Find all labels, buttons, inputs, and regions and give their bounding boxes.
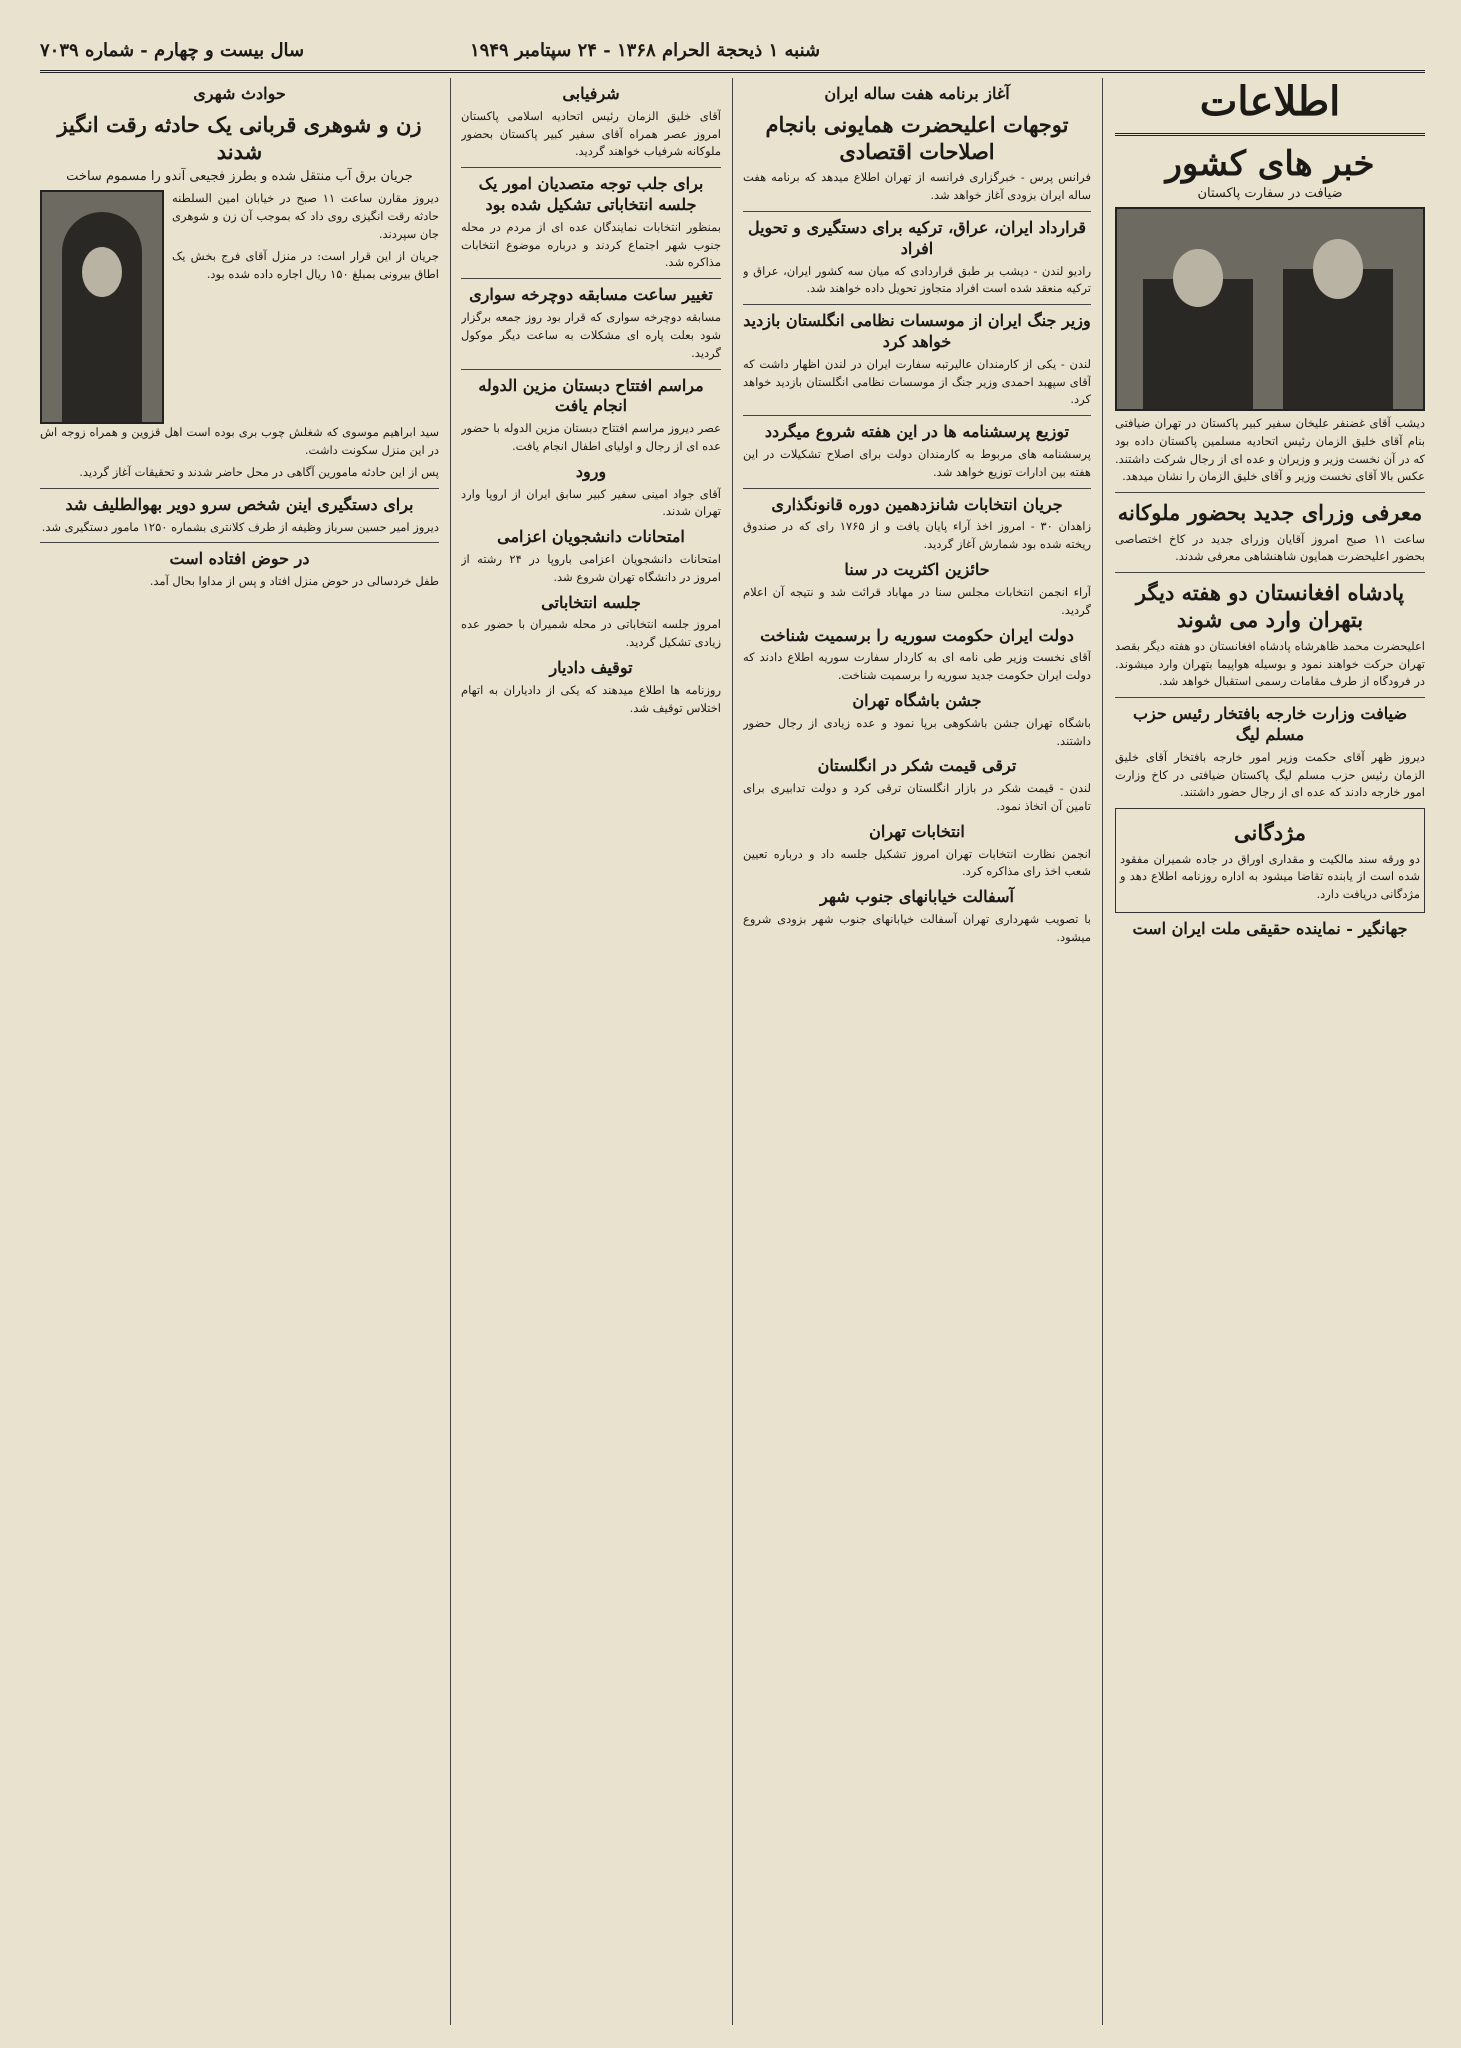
newspaper-page bbox=[40, 30, 1425, 2025]
arrest-headline: توقیف دادیار bbox=[549, 657, 633, 677]
foreign-text: دیروز ظهر آقای حکمت وزیر امور خارجه بافتخار آقای خلیق الزمان رئیس حزب مسلم لیگ پاکستان ضیافتی در کاخ وزارت امور خارجه دادند که عده ای از رجال حضور داشتند. bbox=[1115, 749, 1425, 800]
sugar-text: لندن - قیمت شکر در بازار انگلستان ترقی کرد و دولت تدابیری برای تامین آن اتخاذ نمود. bbox=[743, 781, 1091, 813]
syria-headline: دولت ایران حکومت سوریه را برسمیت شناخت bbox=[760, 625, 1074, 645]
tehran-election-text: انجمن نظارت انتخابات تهران امروز تشکیل جلسه داد و درباره تعیین شعب اخذ رای مذاکره کرد. bbox=[743, 846, 1091, 879]
treaty-text: رادیو لندن - دیشب بر طبق قراردادی که میان سه کشور ایران، عراق و ترکیه منعقد شده است افراد متجاوز تحویل داده خواهند شد. bbox=[743, 263, 1091, 296]
club-text: باشگاه تهران جشن باشکوهی برپا نمود و عده زیادی از رجال حضور داشتند. bbox=[743, 715, 1091, 748]
election-headline: جریان انتخابات شانزدهمین دوره قانونگذاری bbox=[771, 494, 1063, 514]
ministers-text: ساعت ۱۱ صبح امروز آقایان وزرای جدید در کاخ اختصاصی بحضور اعلیحضرت همایون شاهنشاهی معرفی شدند. bbox=[1115, 531, 1425, 564]
syria-text: آقای نخست وزیر طی نامه ای به کاردار سفارت سوریه اطلاع دادند که دولت ایران حکومت جدید سوریه را برسمیت شناخت. bbox=[743, 650, 1091, 683]
treaty-headline: قرارداد ایران، عراق، ترکیه برای دستگیری و تحویل افراد bbox=[747, 218, 1087, 258]
date-line: شنبه ۱ ذیحجة الحرام ۱۳۶۸ - ۲۴ سپتامبر ۱۹۴۹ bbox=[470, 40, 821, 61]
story-headline: زن و شوهری قربانی یک حادثه رقت انگیز شدند bbox=[57, 111, 422, 165]
pool-headline: در حوض افتاده است bbox=[169, 549, 310, 569]
pool-text: طفل خردسالی در حوض منزل افتاد و پس از مداوا بحال آمد. bbox=[149, 574, 439, 589]
majority-headline: حائزین اکثریت در سنا bbox=[844, 560, 990, 580]
opening-text: عصر دیروز مراسم افتتاح دبستان مزین الدوله با حضور عده ای از رجال و اولیای اطفال انجام یافت. bbox=[461, 421, 721, 453]
plan-headline: آغاز برنامه هفت ساله ایران bbox=[824, 84, 1010, 103]
arrival-text: آقای جواد امینی سفیر کبیر سابق ایران از اروپا وارد تهران شدند. bbox=[461, 486, 721, 519]
streets-text: با تصویب شهرداری تهران آسفالت خیابانهای جنوب شهر بزودی شروع میشود. bbox=[743, 912, 1091, 944]
opening-headline: مراسم افتتاح دبستان مزین الدوله انجام یافت bbox=[478, 375, 704, 416]
afghan-text: اعلیحضرت محمد ظاهرشاه پادشاه افغانستان دو هفته دیگر بقصد تهران حرکت خواهند نمود و بوسیله هواپیما بتهران وارد میشوند. در فرودگاه از طرف مقامات رسمی استقبال خواهد شد. bbox=[1115, 638, 1425, 689]
exam-text: امتحانات دانشجویان اعزامی باروپا در ۲۴ رشته از امروز در دانشگاه تهران شروع شد. bbox=[461, 551, 721, 584]
plan-text: فرانس پرس - خبرگزاری فرانسه از تهران اطلاع میدهد که برنامه هفت ساله ایران بزودی آغاز خواهد شد. bbox=[743, 170, 1091, 203]
workers-headline: برای جلب توجه متصدیان امور یک جلسه انتخاباتی تشکیل شده بود bbox=[478, 174, 704, 215]
arrest-call-text: دیروز امیر حسین سرباز وظیفه از طرف کلانتری بشماره ۱۲۵۰ مامور دستگیری شد. bbox=[41, 519, 439, 534]
minister-text: لندن - یکی از کارمندان عالیرتبه سفارت ایران در لندن اظهار داشت که آقای سپهبد احمدی وزیر جنگ از موسسات نظامی انگلستان بازدید خواهد کرد. bbox=[743, 356, 1091, 407]
column-3 bbox=[461, 78, 721, 2025]
session-headline: جلسه انتخاباتی bbox=[541, 592, 641, 612]
plan-headline-2: توجهات اعلیحضرت همایونی بانجام اصلاحات اقتصادی bbox=[765, 111, 1069, 165]
story-text-4: پس از این حادثه مامورین آگاهی در محل حاضر شدند و تحقیقات آغاز گردید. bbox=[79, 465, 439, 480]
story-subtitle: جریان برق آب منتقل شده و بطرز فجیعی آندو را مسموم ساخت bbox=[66, 169, 413, 185]
embassy-text: دیشب آقای غضنفر علیخان سفیر کبیر پاکستان در تهران ضیافتی بنام آقای خلیق الزمان رئیس اتحادیه مسلمین پاکستان داده بود که در آن نخست وزیر و وزیران و عده ای از رجال شرکت داشتند. عکس بالا آقای نخست وزیر و آقای خلیق الزمان را نشان میدهد. bbox=[1115, 416, 1425, 484]
main-photo bbox=[1115, 207, 1425, 411]
audience-headline: شرفیابی bbox=[562, 84, 620, 103]
woman-photo bbox=[40, 190, 164, 424]
workers-text: بمنظور انتخابات نمایندگان عده ای از مردم در محله جنوب شهر اجتماع کردند و درباره موضوع انتخابات مذاکره شد. bbox=[461, 219, 721, 270]
election-text: زاهدان ۳۰ - امروز اخذ آراء پایان یافت و از ۱۷۶۵ رای که در صندوق ریخته شده بود شمارش آغاز گردید. bbox=[743, 519, 1091, 552]
foreign-headline: ضیافت وزارت خارجه بافتخار رئیس حزب مسلم لیگ bbox=[1132, 704, 1408, 744]
arrest-call-headline: برای دستگیری اینن شخص سرو دویر بهوالطلیف شد bbox=[65, 494, 414, 514]
majority-text: آراء انجمن انتخابات مجلس سنا در مهاباد قرائت شد و نتیجه آن اعلام گردید. bbox=[743, 584, 1091, 617]
section-title: خبر های کشور bbox=[1165, 144, 1375, 184]
session-text: امروز جلسه انتخاباتی در محله شمیران با حضور عده زیادی تشکیل گردید. bbox=[461, 617, 721, 650]
ministers-headline: معرفی وزرای جدید بحضور ملوکانه bbox=[1117, 500, 1423, 526]
forms-text: پرسشنامه های مربوط به کارمندان دولت برای اصلاح تشکیلات در این هفته بین ادارات توزیع خواهد شد. bbox=[743, 447, 1091, 479]
change-text: مسابقه دوچرخه سواری که قرار بود روز جمعه برگزار شود بعلت پاره ای مشکلات به ساعت دیگر موکول گردید. bbox=[461, 310, 721, 360]
story-text-2: جریان از این قرار است: در منزل آقای فرج بخش یک اطاق بیرونی بمبلغ ۱۵۰ ریال اجاره داده شده بود. bbox=[172, 248, 439, 281]
column-1 bbox=[1115, 78, 1425, 2025]
lost-text: دو ورقه سند مالکیت و مقداری اوراق در جاده شمیران مفقود شده است از یابنده تقاضا میشود به اداره روزنامه اطلاع دهد و مژدگانی دریافت دارد. bbox=[1120, 851, 1420, 902]
exam-headline: امتحانات دانشجویان اعزامی bbox=[497, 527, 685, 547]
section-subtitle: ضیافت در سفارت پاکستان bbox=[1197, 186, 1343, 201]
lost-headline: مژدگانی bbox=[1234, 820, 1306, 846]
minister-headline: وزیر جنگ ایران از موسسات نظامی انگلستان بازدید خواهد کرد bbox=[743, 311, 1091, 352]
arrest-text: روزنامه ها اطلاع میدهند که یکی از دادیاران به اتهام اختلاس توقیف شد. bbox=[461, 682, 721, 715]
tehran-election-headline: انتخابات تهران bbox=[869, 821, 965, 841]
change-headline: تغییر ساعت مسابقه دوچرخه سواری bbox=[469, 285, 713, 305]
column1-footer: جهانگیر - نماینده حقیقی ملت ایران است bbox=[1132, 918, 1408, 938]
newspaper-logo: اطلاعات bbox=[1199, 78, 1341, 125]
year-line: سال بیست و چهارم - شماره ۷۰۳۹ bbox=[40, 40, 305, 61]
masthead bbox=[40, 30, 1425, 73]
story-text-1: دیروز مقارن ساعت ۱۱ صبح در خیابان امین السلطنه حادثه رقت انگیزی روی داد که بموجب آن زن و شوهری جان سپردند. bbox=[172, 191, 439, 242]
column-2 bbox=[743, 78, 1091, 2025]
story-text-3: سید ابراهیم موسوی که شغلش چوب بری بوده است اهل قزوین و همراه زوجه اش در این منزل سکونت داشت. bbox=[40, 425, 439, 458]
arrival-headline: ورود bbox=[575, 461, 607, 481]
club-headline: جشن باشگاه تهران bbox=[852, 690, 982, 710]
lost-notice bbox=[1115, 808, 1425, 913]
column-4 bbox=[40, 78, 439, 2025]
audience-text: آقای خلیق الزمان رئیس اتحادیه اسلامی پاکستان امروز عصر همراه آقای سفیر کبیر پاکستان بحضور ملوکانه شرفیاب خواهند گردید. bbox=[461, 108, 721, 159]
streets-headline: آسفالت خیابانهای جنوب شهر bbox=[820, 887, 1014, 907]
forms-headline: توزیع پرسشنامه ها در این هفته شروع میگردد bbox=[764, 422, 1070, 442]
city-section: حوادث شهری bbox=[193, 84, 286, 103]
afghan-headline: پادشاه افغانستان دو هفته دیگر بتهران وارد می شوند bbox=[1135, 580, 1405, 633]
sugar-headline: ترقی قیمت شکر در انگلستان bbox=[817, 756, 1017, 776]
